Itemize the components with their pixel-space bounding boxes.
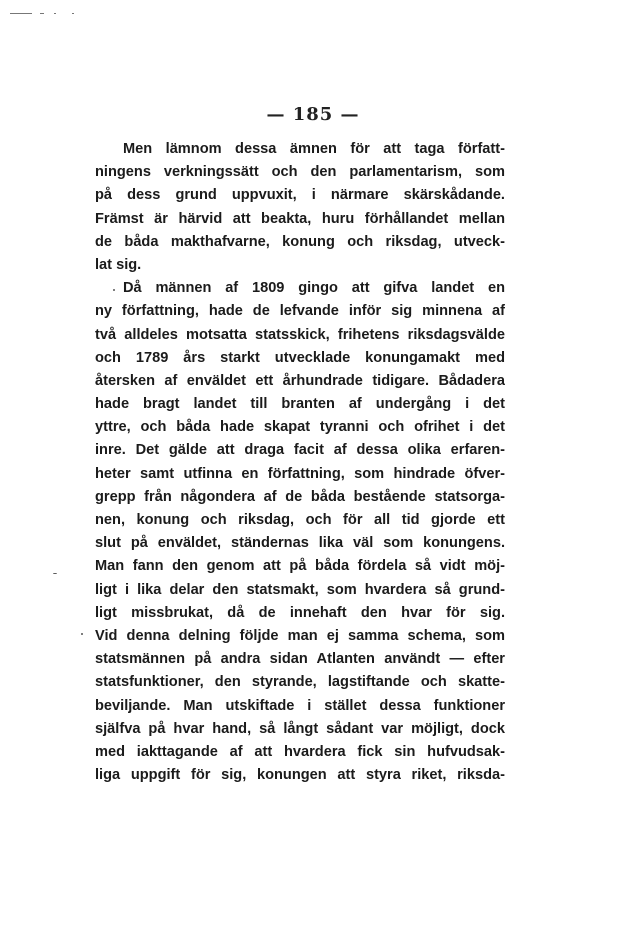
- scan-mark: [53, 573, 57, 574]
- text-line: de båda makthafvarne, konung och riksdag, utveck-: [95, 233, 505, 250]
- page-number: — 185 —: [266, 104, 360, 125]
- text-line: Vid denna delning följde man ej samma schema, som: [95, 627, 505, 644]
- text-line: ligt i lika delar den statsmakt, som hvardera så grund-: [95, 581, 505, 598]
- text-line: Främst är härvid att beakta, huru förhållandet mellan: [95, 210, 505, 227]
- text-line: Då männen af 1809 gingo att gifva landet en: [123, 280, 505, 297]
- text-line: själfva på hvar hand, så långt sådant var möjligt, dock: [95, 720, 505, 737]
- text-line: liga uppgift för sig, konungen att styra riket, riksda-: [95, 767, 505, 784]
- text-line: och 1789 års starkt utvecklade konungamakt med: [95, 349, 505, 366]
- text-line: statsmännen på andra sidan Atlanten användt — efter: [95, 651, 505, 668]
- text-line: ningens verkningssätt och den parlamentarism, som: [95, 164, 505, 181]
- text-line: Man fann den genom att på båda fördela så vidt möj-: [95, 558, 505, 575]
- scan-specks: [10, 12, 80, 15]
- text-line: statsfunktioner, den styrande, lagstiftande och skatte-: [95, 674, 505, 691]
- text-line: Men lämnom dessa ämnen för att taga författ-: [123, 141, 505, 157]
- body-text: [95, 138, 505, 787]
- text-line: ny författning, hade de lefvande inför sig minnena af: [95, 303, 505, 320]
- text-line: grepp från någondera af de båda bestående statsorga-: [95, 488, 505, 505]
- text-line: lat sig.: [95, 256, 142, 273]
- text-line: heter samt utfinna en författning, som hindrade öfver-: [95, 465, 505, 482]
- text-line: nen, konung och riksdag, och för all tid gjorde ett: [95, 512, 505, 528]
- text-line: yttre, och båda hade skapat tyranni och ofrihet i det: [95, 419, 505, 436]
- scan-mark: [81, 633, 83, 635]
- text-line: beviljande. Man utskiftade i stället dessa funktioner: [95, 697, 505, 714]
- text-line: på dess grund uppvuxit, i närmare skärskådande.: [95, 187, 505, 204]
- text-line: hade bragt landet till branten af undergång i det: [95, 396, 505, 413]
- text-line: med iakttagande af att hvardera fick sin hufvudsak-: [95, 743, 505, 760]
- text-line: ligt missbrukat, då de innehaft den hvar för sig.: [95, 604, 505, 621]
- text-line: inre. Det gälde att draga facit af dessa olika erfaren-: [95, 442, 505, 459]
- text-line: slut på enväldet, ständernas lika väl som konungens.: [95, 535, 505, 552]
- text-line: två alldeles motsatta statsskick, frihetens riksdagsvälde: [95, 326, 505, 343]
- text-line: återsken af enväldet ett århundrade tidigare. Bådadera: [95, 372, 505, 389]
